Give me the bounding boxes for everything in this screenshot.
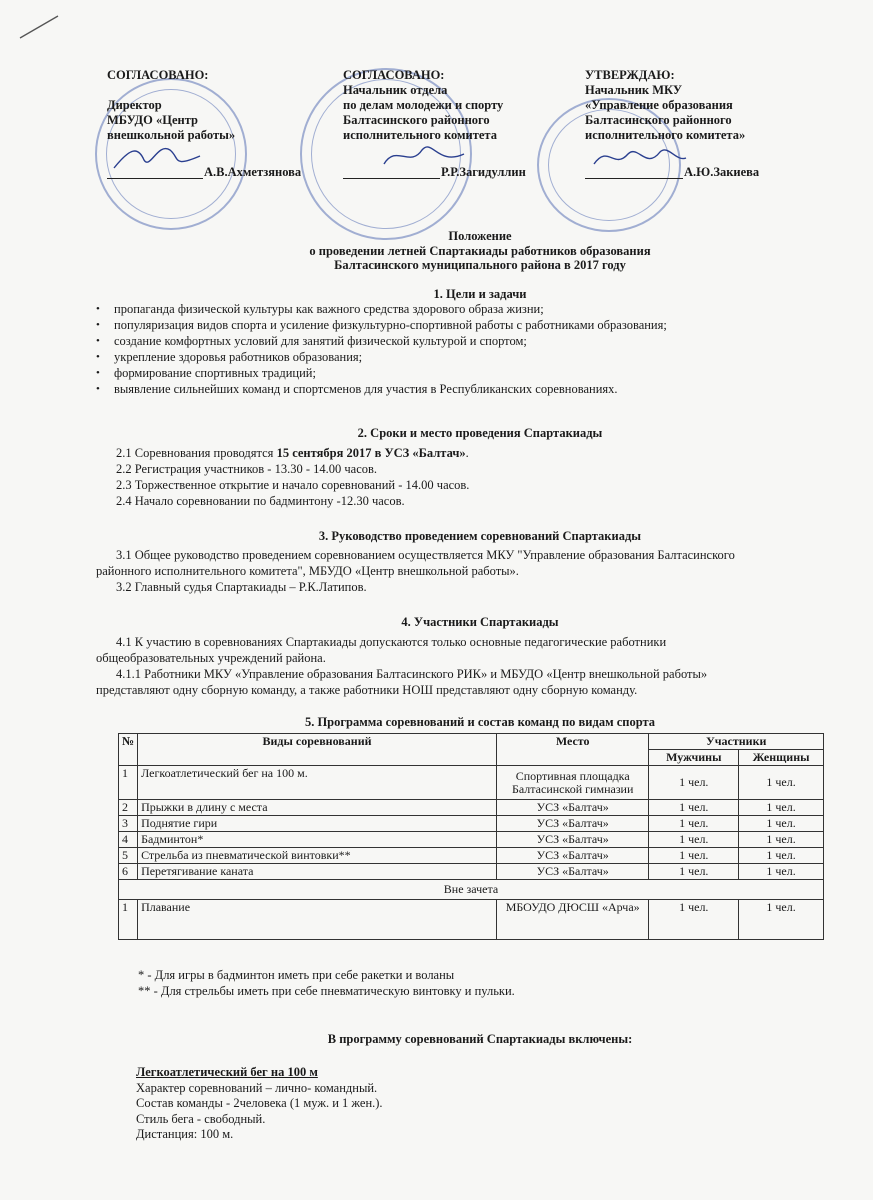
approval-title: СОГЛАСОВАНО: bbox=[107, 68, 209, 82]
approval-block-3 bbox=[585, 68, 795, 143]
table-cell: Перетягивание каната bbox=[138, 864, 497, 880]
table-cell: 4 bbox=[119, 832, 138, 848]
approval-line: «Управление образования bbox=[585, 98, 733, 112]
table-cell: 1 чел. bbox=[739, 864, 824, 880]
paragraph: 3.2 Главный судья Спартакиады – Р.К.Латипов. bbox=[116, 580, 367, 594]
table-cell: Бадминтон* bbox=[138, 832, 497, 848]
approval-title: СОГЛАСОВАНО: bbox=[343, 68, 445, 82]
footnote: * - Для игры в бадминтон иметь при себе ракетки и воланы bbox=[138, 968, 455, 982]
paragraph: общеобразовательных учреждений района. bbox=[96, 651, 326, 665]
signature-1 bbox=[110, 138, 210, 178]
table-cell: Спортивная площадка Балтасинской гимназии bbox=[497, 766, 649, 800]
paragraph: 2.1 Соревнования проводятся 15 сентября 2017 в УСЗ «Балтач». bbox=[116, 446, 469, 460]
section-heading: 5. Программа соревнований и состав команд по видам спорта bbox=[304, 715, 656, 729]
table-cell: 1 чел. bbox=[649, 848, 739, 864]
document-subtitle: о проведении летней Спартакиады работников образования bbox=[309, 243, 651, 258]
table-cell: 1 чел. bbox=[739, 816, 824, 832]
approval-line: Балтасинского районного bbox=[585, 113, 732, 127]
paragraph: 2.2 Регистрация участников - 13.30 - 14.00 часов. bbox=[116, 462, 378, 476]
signature-3 bbox=[590, 140, 690, 176]
header-cell: Участники bbox=[649, 734, 824, 750]
table-cell: 1 чел. bbox=[649, 900, 739, 940]
section-heading: 4. Участники Спартакиады bbox=[401, 615, 559, 629]
table-row-offscore-label bbox=[119, 880, 824, 900]
approval-line: Директор bbox=[107, 98, 162, 112]
table-row bbox=[119, 864, 824, 880]
program-table bbox=[118, 733, 824, 940]
table-cell: 1 чел. bbox=[739, 766, 824, 800]
signature-line-1 bbox=[107, 178, 203, 179]
footnote: ** - Для стрельбы иметь при себе пневматическую винтовку и пульки. bbox=[138, 984, 515, 998]
table-cell: 1 чел. bbox=[649, 832, 739, 848]
table-row bbox=[119, 832, 824, 848]
list-item: • укрепление здоровья работников образования; bbox=[96, 350, 667, 366]
paragraph: районного исполнительного комитета", МБУДО «Центр внешкольной работы». bbox=[96, 564, 519, 578]
table-cell: 1 bbox=[119, 900, 138, 940]
table-cell: УСЗ «Балтач» bbox=[497, 864, 649, 880]
section-heading: 1. Цели и задачи bbox=[433, 287, 527, 301]
table-cell: 6 bbox=[119, 864, 138, 880]
table-row bbox=[119, 900, 824, 940]
paragraph: 4.1 К участию в соревнованиях Спартакиады допускаются только основные педагогические работники bbox=[116, 635, 667, 649]
list-item: • выявление сильнейших команд и спортсменов для участия в Республиканских соревнованиях. bbox=[96, 382, 667, 398]
table-cell: 1 чел. bbox=[649, 864, 739, 880]
approval-block-2 bbox=[343, 68, 563, 143]
header-cell: Виды соревнований bbox=[138, 734, 497, 766]
table-cell: Поднятие гири bbox=[138, 816, 497, 832]
approval-line: Начальник отдела bbox=[343, 83, 448, 97]
approval-line: исполнительного комитета bbox=[343, 128, 497, 142]
approval-line: Балтасинского районного bbox=[343, 113, 490, 127]
document-title-block bbox=[200, 229, 760, 273]
signature-line-3 bbox=[585, 178, 683, 179]
paragraph: Состав команды - 2человека (1 муж. и 1 жен.). bbox=[136, 1096, 383, 1110]
table-cell: Прыжки в длину с места bbox=[138, 800, 497, 816]
paragraph: Дистанция: 100 м. bbox=[136, 1127, 234, 1141]
table-cell: 1 чел. bbox=[739, 900, 824, 940]
offscore-label: Вне зачета bbox=[119, 880, 824, 900]
list-item: • формирование спортивных традиций; bbox=[96, 366, 667, 382]
table-cell: УСЗ «Балтач» bbox=[497, 848, 649, 864]
table-cell: УСЗ «Балтач» bbox=[497, 832, 649, 848]
list-item: • пропаганда физической культуры как важного средства здорового образа жизни; bbox=[96, 302, 667, 318]
section-heading: 3. Руководство проведением соревнований Спартакиады bbox=[318, 529, 642, 543]
table-cell: МБОУДО ДЮСШ «Арча» bbox=[497, 900, 649, 940]
paragraph: представляют одну сборную команду, а также работники НОШ представляют одну сборную команду. bbox=[96, 683, 638, 697]
paragraph: 2.4 Начало соревновании по бадминтону -12.30 часов. bbox=[116, 494, 405, 508]
signatory-name-2: Р.Р.Загидуллин bbox=[441, 165, 526, 179]
approval-line: внешкольной работы» bbox=[107, 128, 236, 142]
approval-line: по делам молодежи и спорту bbox=[343, 98, 504, 112]
section-heading: 2. Сроки и место проведения Спартакиады bbox=[357, 426, 603, 440]
header-cell: Женщины bbox=[739, 750, 824, 766]
subsection-title: Легкоатлетический бег на 100 м bbox=[136, 1065, 318, 1079]
table-row bbox=[119, 766, 824, 800]
table-notes bbox=[138, 967, 515, 999]
table-cell: 2 bbox=[119, 800, 138, 816]
paragraph: Характер соревнований – лично- командный. bbox=[136, 1080, 378, 1095]
table-cell: Легкоатлетический бег на 100 м. bbox=[138, 766, 497, 800]
paragraph: 4.1.1 Работники МКУ «Управление образования Балтасинского РИК» и МБУДО «Центр внешкольной работы» bbox=[116, 667, 708, 681]
table-cell: 1 чел. bbox=[649, 816, 739, 832]
table-cell: Стрельба из пневматической винтовки** bbox=[138, 848, 497, 864]
approval-line: Начальник МКУ bbox=[585, 83, 683, 97]
signatory-name-1: А.В.Ахметзянова bbox=[204, 165, 302, 179]
program-details bbox=[136, 1065, 383, 1143]
header-cell: Мужчины bbox=[649, 750, 739, 766]
corner-mark bbox=[18, 14, 62, 40]
table-cell: 1 чел. bbox=[649, 800, 739, 816]
approval-line: МБУДО «Центр bbox=[107, 113, 198, 127]
table-cell: 5 bbox=[119, 848, 138, 864]
paragraph: Стиль бега - свободный. bbox=[136, 1111, 266, 1126]
table-header-row bbox=[119, 734, 824, 750]
table-cell: 3 bbox=[119, 816, 138, 832]
section-4-text bbox=[96, 634, 826, 698]
table-row bbox=[119, 848, 824, 864]
approval-title: УТВЕРЖДАЮ: bbox=[585, 68, 675, 82]
table-cell: 1 bbox=[119, 766, 138, 800]
table-cell: 1 чел. bbox=[739, 800, 824, 816]
paragraph: 2.3 Торжественное открытие и начало соревнований - 14.00 часов. bbox=[116, 478, 470, 492]
list-item: • создание комфортных условий для занятий физической культурой и спортом; bbox=[96, 334, 667, 350]
signatory-name-3: А.Ю.Закиева bbox=[684, 165, 760, 179]
table-cell: Плавание bbox=[138, 900, 497, 940]
document-title: Положение bbox=[448, 229, 512, 243]
table-row bbox=[119, 816, 824, 832]
table-cell: 1 чел. bbox=[649, 766, 739, 800]
section-heading: В программу соревнований Спартакиады включены: bbox=[327, 1032, 633, 1046]
approval-line: исполнительного комитета» bbox=[585, 128, 746, 142]
goals-list bbox=[96, 302, 667, 398]
table-cell: УСЗ «Балтач» bbox=[497, 800, 649, 816]
header-cell: № bbox=[119, 734, 138, 766]
section-2-text bbox=[116, 445, 469, 509]
paragraph: 3.1 Общее руководство проведением соревнованием осуществляется МКУ "Управление образования Балтасинского bbox=[116, 548, 735, 562]
approval-block-1 bbox=[107, 68, 307, 143]
header-cell: Место bbox=[497, 734, 649, 766]
table-row bbox=[119, 800, 824, 816]
date-place: 15 сентября 2017 в УСЗ «Балтач» bbox=[276, 446, 466, 460]
list-item: • популяризация видов спорта и усиление физкультурно-спортивной работы с работниками образования; bbox=[96, 318, 667, 334]
table-cell: 1 чел. bbox=[739, 848, 824, 864]
table-cell: УСЗ «Балтач» bbox=[497, 816, 649, 832]
section-3-text bbox=[96, 547, 826, 595]
document-subtitle: Балтасинского муниципального района в 2017 году bbox=[334, 258, 626, 272]
table-cell: 1 чел. bbox=[739, 832, 824, 848]
signature-line-2 bbox=[343, 178, 440, 179]
